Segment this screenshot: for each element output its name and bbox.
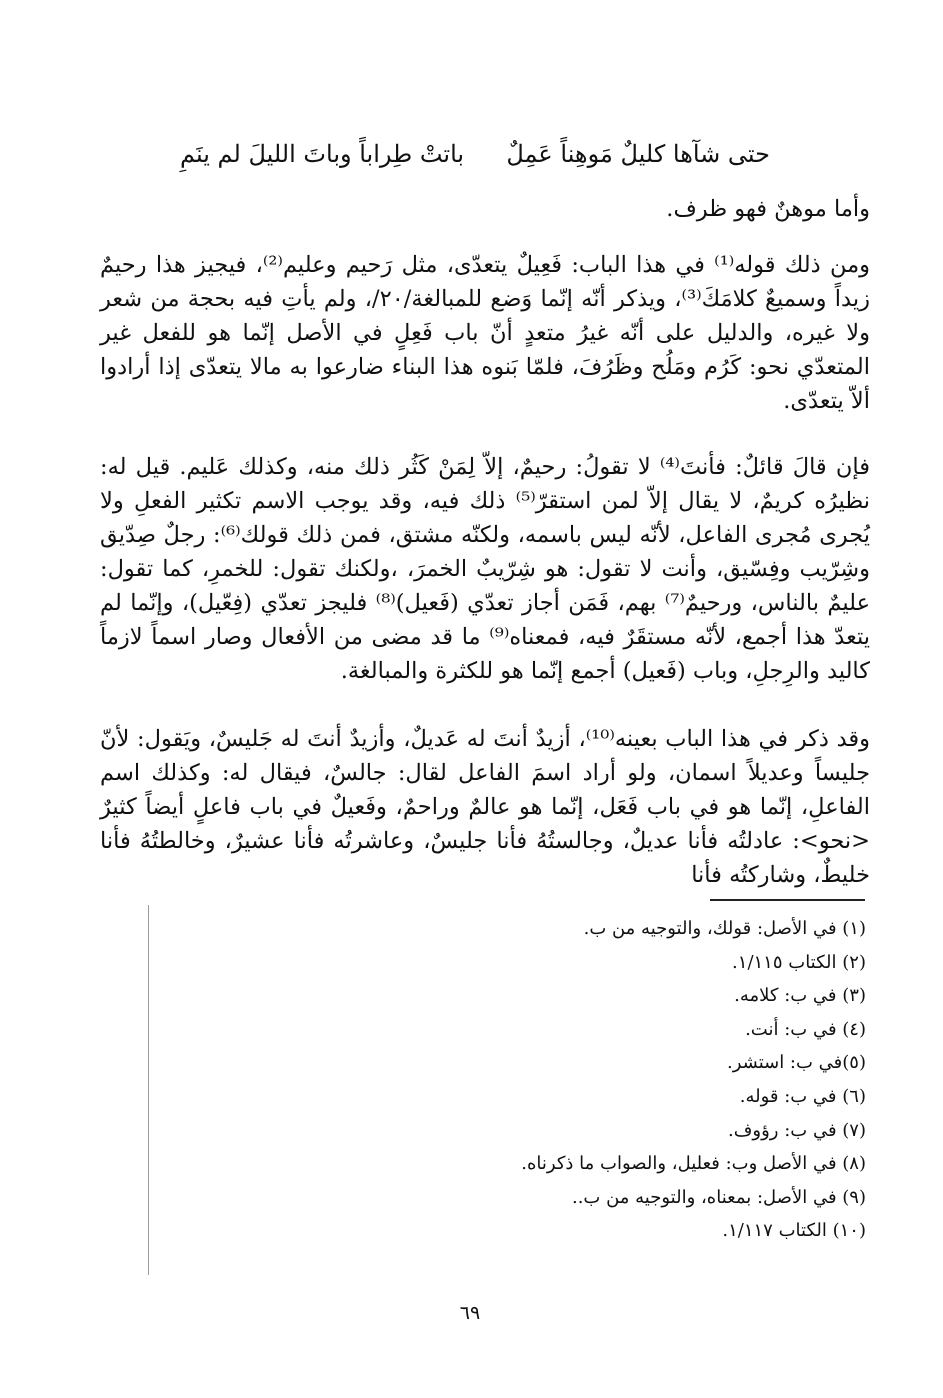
paragraph-objection: فإن قالَ قائلٌ: فأنتَ⁽⁴⁾ لا تقولُ: رحيمٌ، إلاّ لِمَنْ كَثُر ذلك منه، وكذلك عَليم. قيل له: نظيرُه كريمٌ، لا يقال إلاّ لمن استقرّ⁽⁵⁾ ذلك فيه، وقد يوجب الاسم تكثير الفعلِ ولا يُجرى مُجرى الفاعل، لأنّه ليس باسمه، ولكنّه مشتق، فمن ذلك قولك⁽⁶⁾: رجلٌ صِدّيق وشِرّيب وفِسّيق، وأنت لا تقول: هو شِرّيبٌ الخمرَ، ،ولكنك تقول: للخمرِ، كما تقول: عليمٌ بالناس، ورحيمٌ⁽⁷⁾ بهم، فَمَن أجاز تعدّي (فَعيل)⁽⁸⁾ فليجز تعدّي (فِعّيل)، وإنّما لم يتعدّ هذا أجمع، لأنّه مستقَرٌ فيه، فمعناه⁽⁹⁾ ما قد مضى من الأفعال وصار اسماً لازماً كاليد والرِجلِ، وباب (فَعيل) أجمع إنّما هو للكثرة والمبالغة. — [100, 454, 871, 684]
footnote-separator — [710, 899, 865, 901]
footnotes-list — [400, 912, 866, 1248]
paragraph-adil: وقد ذكر في هذا الباب بعينه⁽¹⁰⁾، أزيدٌ أنتَ له عَديلٌ، وأزيدٌ أنتَ له جَليسٌ، ويَقول: لأنّ جليساً وعديلاً اسمان، ولو أراد اسمَ الفاعل لقال: جالسٌ، فيقال له: وكذلك اسم الفاعلِ، إنّما هو في باب فَعَل، إنّما هو عالمٌ وراحمٌ، وفَعيلٌ في باب فاعلٍ أيضاً كثيرٌ <نحو>: عادلتُه فأنا عديلٌ، وجالستُهُ فأنا جليسٌ، وعاشرتُه فأنا عشيرٌ، وخالطتُهُ فأنا خليطٌ، وشاركتُه فأنا — [100, 726, 870, 888]
footnote: (٤) في ب: أنت. — [745, 1018, 866, 1040]
poetry-verse — [160, 134, 770, 174]
footnote: (٥)في ب: استشر. — [726, 1052, 866, 1074]
footnote: (٦) في ب: قوله. — [739, 1085, 866, 1107]
footnote: (١) في الأصل: قولك، والتوجيه من ب. — [583, 918, 866, 939]
footnote: (٣) في ب: كلامه. — [734, 985, 866, 1007]
verse-hemistich-second: باتتْ طِراباً وباتَ الليلَ لم ينَمِ — [180, 140, 465, 168]
footnote: (٢) الكتاب ١/١١٥. — [732, 951, 866, 973]
paragraph-fail: ومن ذلك قوله⁽¹⁾ في هذا الباب: فَعِيلٌ يتعدّى، مثل رَحيم وعليم⁽²⁾، فيجيز هذا رحيمٌ زيداً وسميعٌ كلامَكَ⁽³⁾، ويذكر أنّه إنّما وَضع للمبالغة/٢٠/، ولم يأتِ فيه بحجة من شعر ولا غيره، والدليل على أنّه غيرُ متعدٍ أنّ باب فَعِلٍ في الأصل إنّما هو للفعل غير المتعدّي نحو: كَرُم ومَلُح وظَرُفَ، فلمّا بَنوه هذا البناء ضارعوا به مالا يتعدّى إذا أرادوا ألاّ يتعدّى. — [100, 252, 871, 414]
footnote: (٧) في ب: رؤوف. — [728, 1119, 866, 1141]
margin-line — [148, 905, 149, 1275]
footnote: (٨) في الأصل وب: فعليل، والصواب ما ذكرناه. — [521, 1153, 866, 1175]
page-number: ٦٩ — [459, 1302, 481, 1324]
footnote: (١٠) الكتاب ١/١١٧. — [722, 1220, 866, 1242]
footnote: (٩) في الأصل: بمعناه، والتوجيه من ب.. — [571, 1186, 866, 1208]
paragraph-intro: وأما موهنٌ فهو ظرف. — [666, 196, 870, 222]
verse-hemistich-first: حتى شآها كليلٌ مَوهِناً عَمِلٌ — [506, 140, 770, 168]
